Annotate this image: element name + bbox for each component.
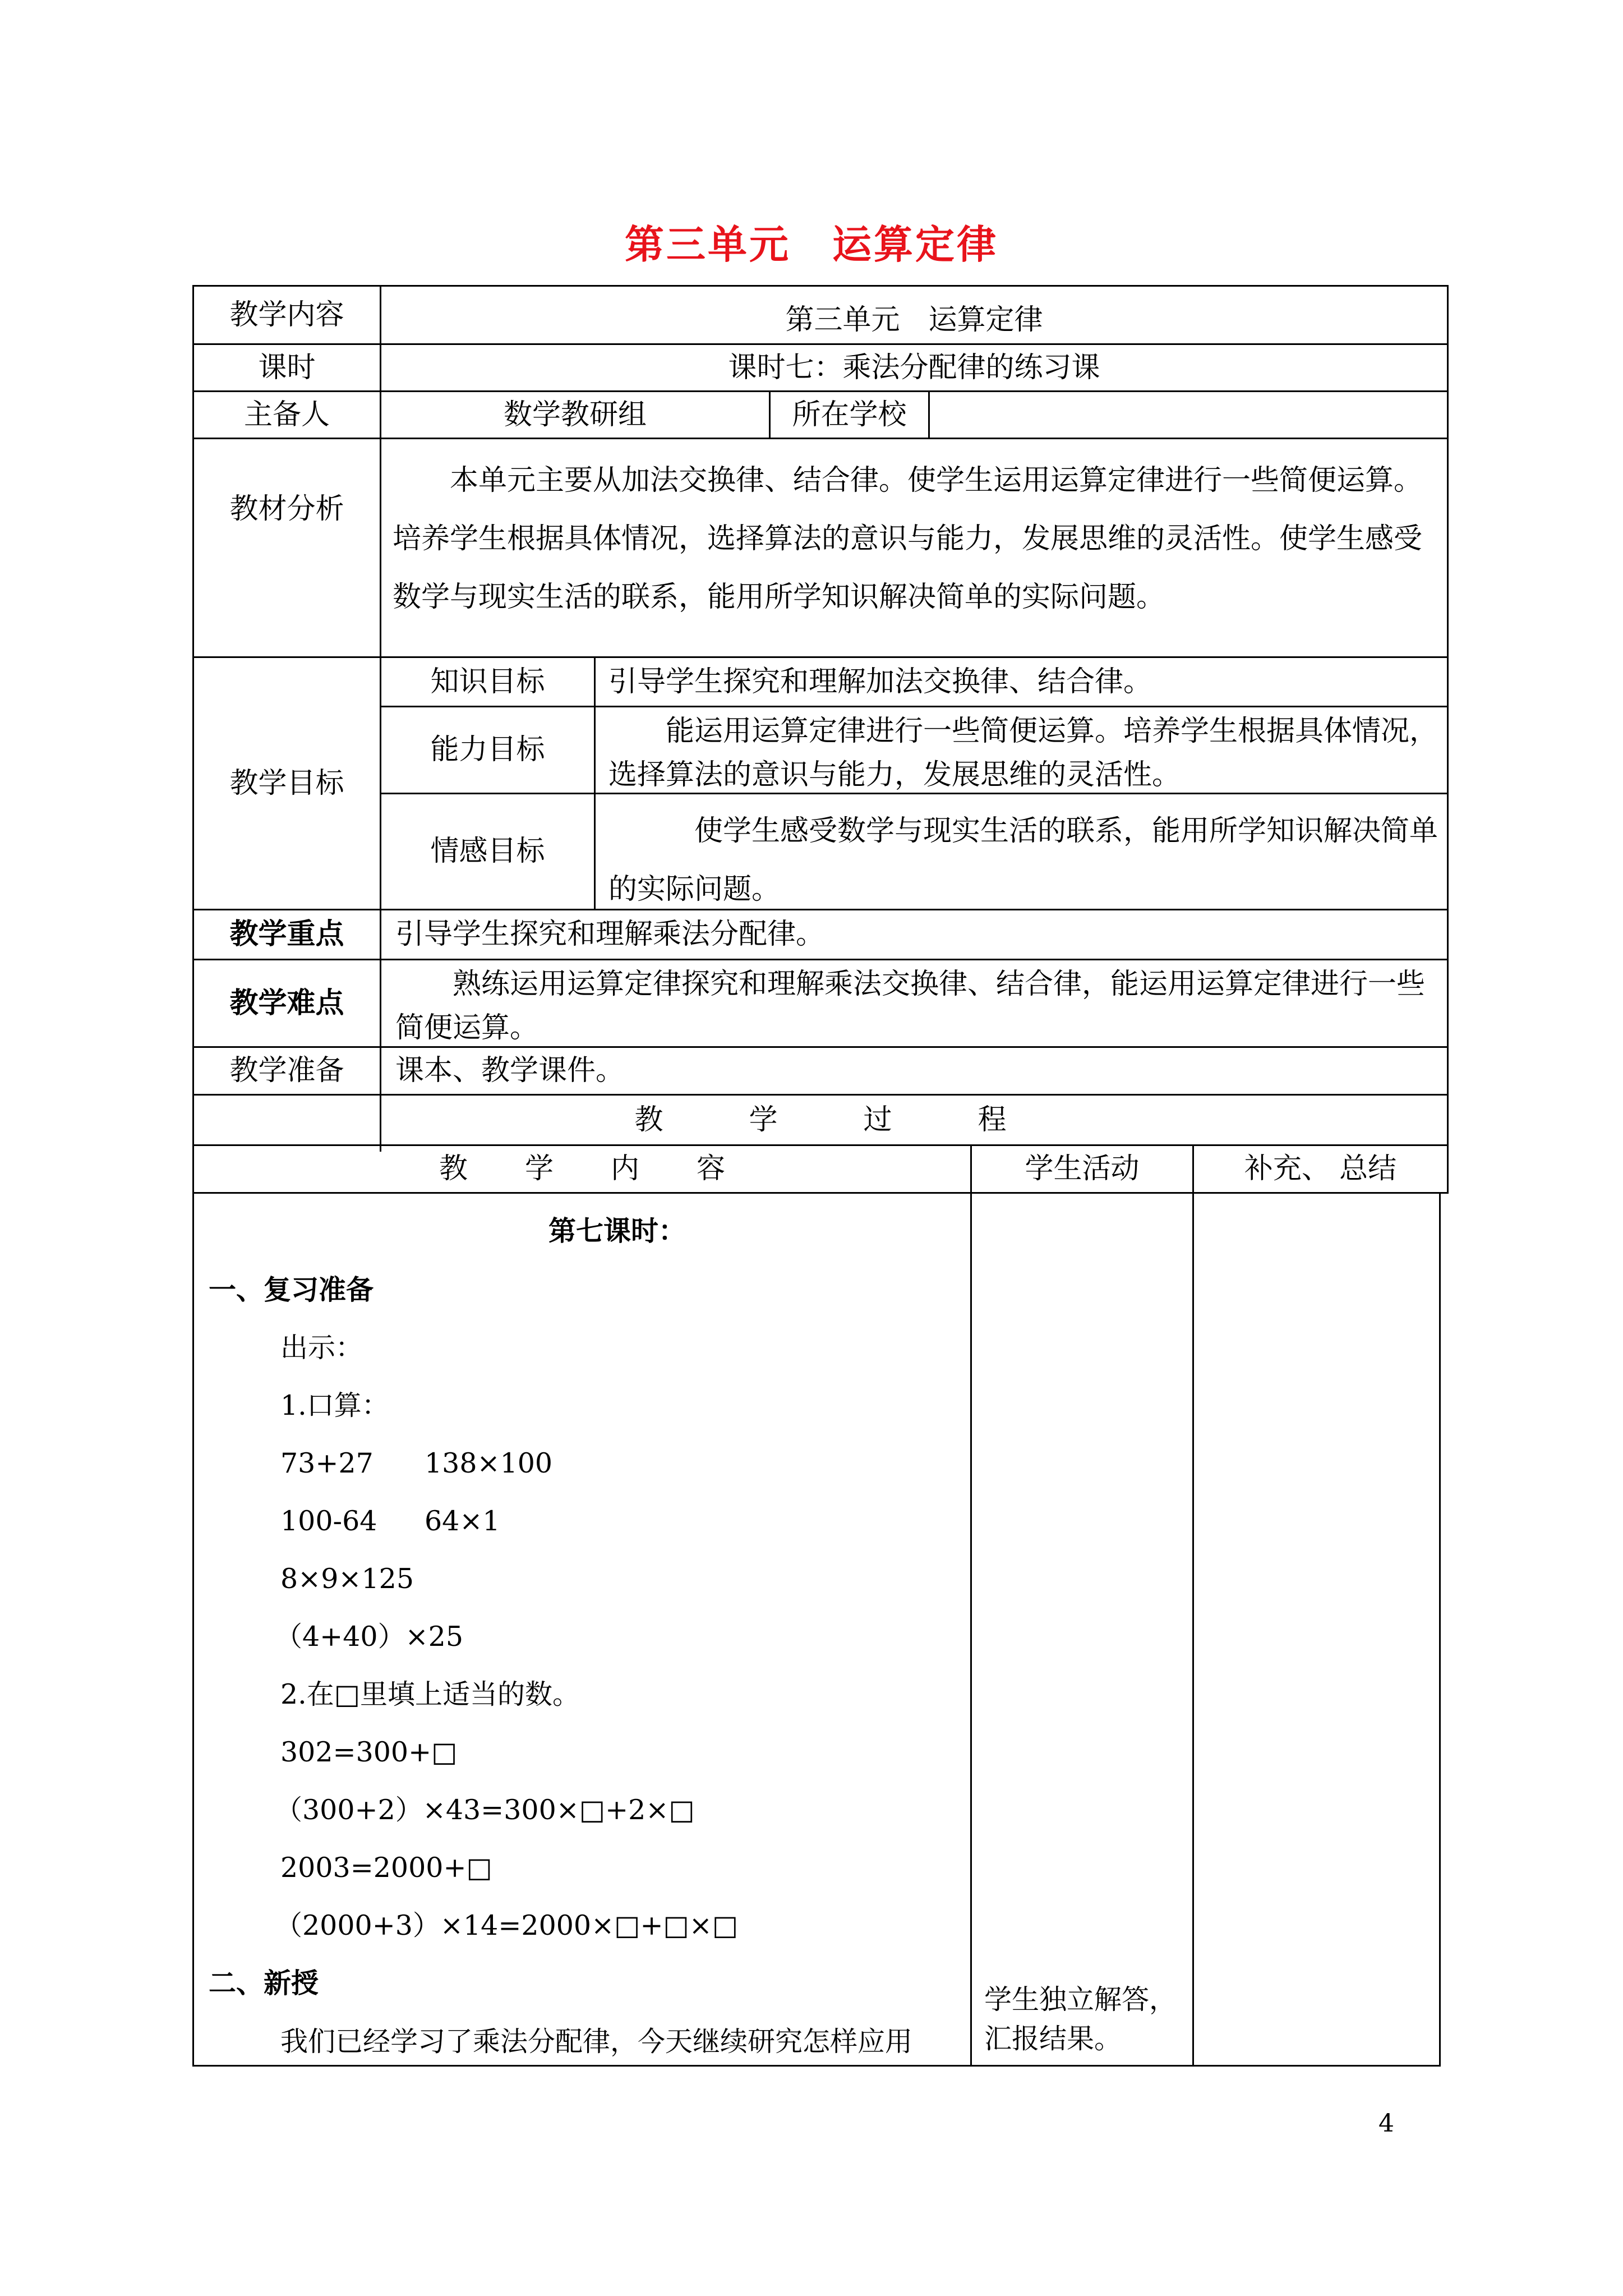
fill-2: （300+2）×43=300×□+2×□ xyxy=(275,1794,695,1826)
activity-line-1: 学生独立解答， xyxy=(984,1984,1177,2016)
ability-label: 能力目标 xyxy=(430,733,545,766)
calc-1b: 138×100 xyxy=(425,1447,553,1479)
calc-2a: 100-64 xyxy=(280,1505,377,1537)
ability-text: 能运用运算定律进行一些简便运算。培养学生根据具体情况，选择算法的意识与能力，发展思维的灵活性。 xyxy=(608,715,1438,792)
show-label: 出示： xyxy=(280,1332,363,1364)
col-activity-header: 学生活动 xyxy=(1025,1152,1140,1185)
calc-1a: 73+27 xyxy=(280,1447,374,1479)
difficulty-label: 教学难点 xyxy=(229,986,344,1020)
page-title: 第三单元 运算定律 xyxy=(625,222,998,268)
page-number: 4 xyxy=(1378,2109,1394,2138)
emotion-label: 情感目标 xyxy=(430,835,545,868)
school-label: 所在学校 xyxy=(792,398,907,431)
section-new: 二、新授 xyxy=(209,1967,319,1999)
fill-1: 302=300+□ xyxy=(280,1736,458,1768)
difficulty-text: 熟练运用运算定律探究和理解乘法交换律、结合律，能运用运算定律进行一些简便运算。 xyxy=(395,968,1426,1045)
school-value xyxy=(930,392,1447,438)
period-label: 课时 xyxy=(258,351,316,384)
emotion-text: 使学生感受数学与现实生活的联系，能用所学知识解决简单的实际问题。 xyxy=(608,815,1438,906)
preparer-label: 主备人 xyxy=(243,398,330,431)
knowledge-label: 知识目标 xyxy=(430,665,545,698)
analysis-text: 本单元主要从加法交换律、结合律。使学生运用运算定律进行一些简便运算。培养学生根据具体情况，选择算法的意识与能力，发展思维的灵活性。使学生感受数学与现实生活的联系，能用所学知识解决简单的实际问题。 xyxy=(393,464,1423,614)
item-oral-calc: 1.口算： xyxy=(280,1389,389,1421)
key-point-label: 教学重点 xyxy=(229,918,344,951)
intro-text: 我们已经学习了乘法分配律，今天继续研究怎样应用 xyxy=(280,2026,913,2058)
fill-4: （2000+3）×14=2000×□+□×□ xyxy=(275,1910,739,1941)
activity-line-2: 汇报结果。 xyxy=(984,2023,1122,2055)
section-review: 一、复习准备 xyxy=(209,1274,374,1306)
fill-3: 2003=2000+□ xyxy=(280,1852,492,1884)
content-value: 第三单元 运算定律 xyxy=(785,303,1043,337)
preparer-value: 数学教研组 xyxy=(503,398,647,431)
calc-4: （4+40）×25 xyxy=(275,1621,463,1653)
content-label: 教学内容 xyxy=(229,298,344,332)
analysis-label xyxy=(194,439,380,658)
calc-3: 8×9×125 xyxy=(280,1563,414,1595)
preparation-text: 课本、教学课件。 xyxy=(395,1054,625,1087)
calc-2b: 64×1 xyxy=(425,1505,500,1537)
key-point-text: 引导学生探究和理解乘法分配律。 xyxy=(395,918,825,951)
item-fill-blank: 2.在□里填上适当的数。 xyxy=(280,1678,580,1710)
lesson-heading: 第七课时： xyxy=(548,1215,686,1247)
preparation-label: 教学准备 xyxy=(229,1054,344,1087)
period-value: 课时七：乘法分配律的练习课 xyxy=(728,351,1100,384)
analysis-label-text: 教材分析 xyxy=(229,493,344,526)
process-title: 教 学 过 程 xyxy=(634,1103,1007,1137)
objectives-label: 教学目标 xyxy=(229,766,344,800)
col-content-header: 教 学 内 容 xyxy=(439,1152,725,1185)
col-summary-header: 补充、 总结 xyxy=(1244,1152,1397,1185)
knowledge-text: 引导学生探究和理解加法交换律、结合律。 xyxy=(608,665,1152,698)
